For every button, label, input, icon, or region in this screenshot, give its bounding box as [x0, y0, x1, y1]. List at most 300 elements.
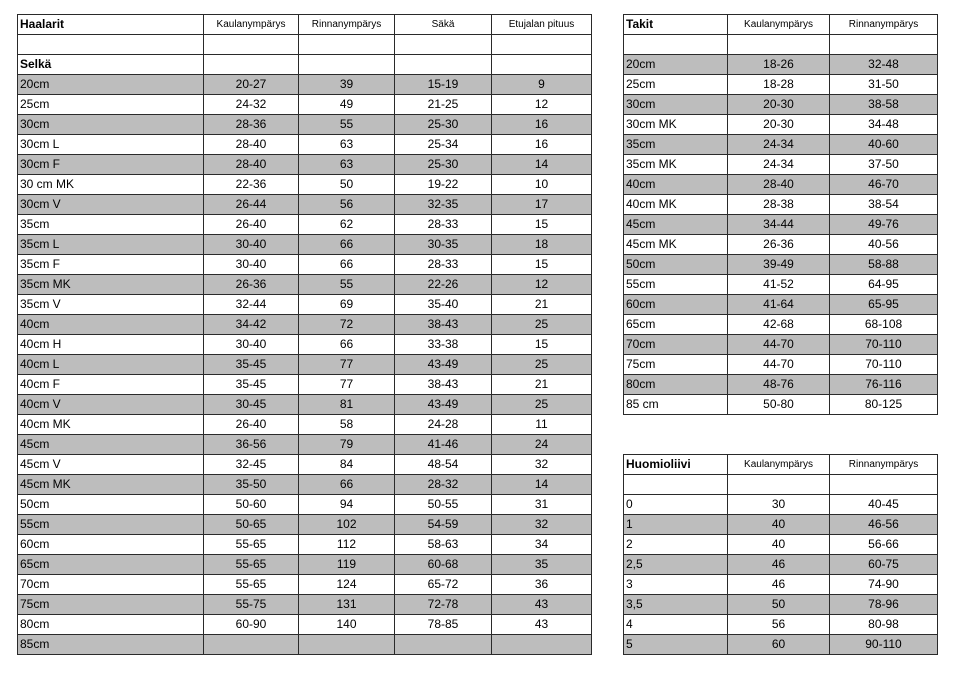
measurement-cell: 39-49 — [728, 255, 830, 275]
size-label-cell: 35cm L — [18, 235, 204, 255]
measurement-cell: 55-65 — [204, 555, 299, 575]
size-label-cell: 80cm — [624, 375, 728, 395]
measurement-cell: 46-70 — [830, 175, 938, 195]
haalarit-row — [18, 635, 592, 655]
takit-row — [624, 75, 938, 95]
size-label-cell: 25cm — [624, 75, 728, 95]
size-label-cell: 40cm V — [18, 395, 204, 415]
huomioliivi-row — [624, 535, 938, 555]
measurement-cell: 58-63 — [395, 535, 492, 555]
takit-row — [624, 175, 938, 195]
size-label-cell: 30cm — [18, 115, 204, 135]
measurement-cell: 54-59 — [395, 515, 492, 535]
measurement-cell: 44-70 — [728, 335, 830, 355]
measurement-cell: 15 — [492, 335, 592, 355]
measurement-cell: 66 — [299, 255, 395, 275]
measurement-cell: 65-72 — [395, 575, 492, 595]
measurement-cell: 55 — [299, 115, 395, 135]
measurement-cell: 56 — [728, 615, 830, 635]
measurement-cell: 21-25 — [395, 95, 492, 115]
size-label-cell: 2,5 — [624, 555, 728, 575]
takit-row — [624, 395, 938, 415]
measurement-cell: 25-30 — [395, 115, 492, 135]
haalarit-title: Haalarit — [18, 15, 204, 35]
measurement-cell — [395, 635, 492, 655]
measurement-cell: 24-28 — [395, 415, 492, 435]
haalarit-row — [18, 75, 592, 95]
measurement-cell: 12 — [492, 275, 592, 295]
measurement-cell: 32-45 — [204, 455, 299, 475]
measurement-cell: 119 — [299, 555, 395, 575]
size-label-cell: 70cm — [18, 575, 204, 595]
measurement-cell: 44-70 — [728, 355, 830, 375]
measurement-cell: 30-35 — [395, 235, 492, 255]
measurement-cell: 40-56 — [830, 235, 938, 255]
measurement-cell: 30-40 — [204, 255, 299, 275]
haalarit-header-row — [18, 15, 592, 35]
measurement-cell: 26-36 — [728, 235, 830, 255]
measurement-cell — [204, 635, 299, 655]
size-label-cell: 45cm V — [18, 455, 204, 475]
measurement-cell: 28-40 — [204, 135, 299, 155]
measurement-cell: 42-68 — [728, 315, 830, 335]
size-label-cell: 40cm — [624, 175, 728, 195]
huomioliivi-row — [624, 555, 938, 575]
size-label-cell: 35cm V — [18, 295, 204, 315]
haalarit-row — [18, 615, 592, 635]
measurement-cell: 35-40 — [395, 295, 492, 315]
section-label-selka: Selkä — [18, 55, 204, 75]
measurement-cell: 56-66 — [830, 535, 938, 555]
measurement-cell: 32 — [492, 515, 592, 535]
measurement-cell: 30-40 — [204, 335, 299, 355]
size-label-cell: 1 — [624, 515, 728, 535]
haalarit-col-rinnanymparys: Rinnanympärys — [299, 15, 395, 35]
measurement-cell — [299, 635, 395, 655]
takit-row — [624, 55, 938, 75]
haalarit-row — [18, 195, 592, 215]
measurement-cell: 36-56 — [204, 435, 299, 455]
takit-row — [624, 95, 938, 115]
measurement-cell: 38-54 — [830, 195, 938, 215]
measurement-cell: 9 — [492, 75, 592, 95]
huomioliivi-row — [624, 575, 938, 595]
size-label-cell: 35cm — [18, 215, 204, 235]
measurement-cell: 38-58 — [830, 95, 938, 115]
takit-row — [624, 115, 938, 135]
measurement-cell: 102 — [299, 515, 395, 535]
measurement-cell: 48-54 — [395, 455, 492, 475]
size-label-cell: 60cm — [624, 295, 728, 315]
takit-row — [624, 235, 938, 255]
measurement-cell: 34-44 — [728, 215, 830, 235]
measurement-cell: 78-85 — [395, 615, 492, 635]
haalarit-row — [18, 255, 592, 275]
measurement-cell: 131 — [299, 595, 395, 615]
haalarit-row — [18, 575, 592, 595]
measurement-cell: 43-49 — [395, 355, 492, 375]
measurement-cell: 24-34 — [728, 135, 830, 155]
measurement-cell: 58-88 — [830, 255, 938, 275]
takit-col-rinnanymparys: Rinnanympärys — [830, 15, 938, 35]
size-label-cell: 3,5 — [624, 595, 728, 615]
measurement-cell: 64-95 — [830, 275, 938, 295]
measurement-cell: 80-125 — [830, 395, 938, 415]
haalarit-row — [18, 235, 592, 255]
size-label-cell: 40cm — [18, 315, 204, 335]
huomioliivi-row — [624, 495, 938, 515]
measurement-cell: 38-43 — [395, 375, 492, 395]
takit-row — [624, 155, 938, 175]
haalarit-row — [18, 375, 592, 395]
measurement-cell: 31-50 — [830, 75, 938, 95]
size-label-cell: 5 — [624, 635, 728, 655]
size-label-cell: 40cm MK — [624, 195, 728, 215]
measurement-cell: 60-68 — [395, 555, 492, 575]
measurement-cell: 39 — [299, 75, 395, 95]
haalarit-row — [18, 115, 592, 135]
measurement-cell: 17 — [492, 195, 592, 215]
size-label-cell: 0 — [624, 495, 728, 515]
measurement-cell: 60-90 — [204, 615, 299, 635]
huomioliivi-row — [624, 595, 938, 615]
size-label-cell: 50cm — [18, 495, 204, 515]
measurement-cell: 25 — [492, 315, 592, 335]
size-label-cell: 85 cm — [624, 395, 728, 415]
size-label-cell: 40cm F — [18, 375, 204, 395]
measurement-cell: 140 — [299, 615, 395, 635]
measurement-cell: 34 — [492, 535, 592, 555]
haalarit-row — [18, 555, 592, 575]
measurement-cell: 26-36 — [204, 275, 299, 295]
haalarit-size-table — [17, 14, 592, 655]
measurement-cell: 22-26 — [395, 275, 492, 295]
measurement-cell: 69 — [299, 295, 395, 315]
measurement-cell: 56 — [299, 195, 395, 215]
size-label-cell: 30cm L — [18, 135, 204, 155]
size-label-cell: 30cm — [624, 95, 728, 115]
measurement-cell: 16 — [492, 115, 592, 135]
takit-row — [624, 315, 938, 335]
haalarit-row — [18, 155, 592, 175]
measurement-cell: 80-98 — [830, 615, 938, 635]
huomioliivi-col-kaulanymparys: Kaulanympärys — [728, 455, 830, 475]
measurement-cell: 24 — [492, 435, 592, 455]
size-label-cell: 25cm — [18, 95, 204, 115]
measurement-cell: 65-95 — [830, 295, 938, 315]
measurement-cell: 84 — [299, 455, 395, 475]
measurement-cell: 94 — [299, 495, 395, 515]
measurement-cell: 20-30 — [728, 95, 830, 115]
haalarit-row — [18, 395, 592, 415]
measurement-cell: 14 — [492, 475, 592, 495]
measurement-cell: 26-40 — [204, 415, 299, 435]
measurement-cell: 25 — [492, 355, 592, 375]
measurement-cell: 32-35 — [395, 195, 492, 215]
size-label-cell: 40cm H — [18, 335, 204, 355]
size-label-cell: 80cm — [18, 615, 204, 635]
measurement-cell: 66 — [299, 335, 395, 355]
takit-header-row — [624, 15, 938, 35]
size-label-cell: 45cm MK — [624, 235, 728, 255]
measurement-cell: 31 — [492, 495, 592, 515]
measurement-cell: 10 — [492, 175, 592, 195]
measurement-cell: 40-45 — [830, 495, 938, 515]
huomioliivi-size-table — [623, 454, 938, 655]
haalarit-row — [18, 135, 592, 155]
size-label-cell: 30cm V — [18, 195, 204, 215]
haalarit-row — [18, 355, 592, 375]
measurement-cell: 60-75 — [830, 555, 938, 575]
haalarit-row — [18, 295, 592, 315]
measurement-cell: 16 — [492, 135, 592, 155]
measurement-cell: 34-42 — [204, 315, 299, 335]
measurement-cell: 24-34 — [728, 155, 830, 175]
haalarit-col-kaulanymparys: Kaulanympärys — [204, 15, 299, 35]
takit-title: Takit — [624, 15, 728, 35]
measurement-cell: 66 — [299, 235, 395, 255]
measurement-cell: 68-108 — [830, 315, 938, 335]
measurement-cell: 63 — [299, 155, 395, 175]
size-label-cell: 45cm MK — [18, 475, 204, 495]
measurement-cell: 19-22 — [395, 175, 492, 195]
measurement-cell: 62 — [299, 215, 395, 235]
measurement-cell: 22-36 — [204, 175, 299, 195]
measurement-cell: 72-78 — [395, 595, 492, 615]
measurement-cell: 55-65 — [204, 575, 299, 595]
measurement-cell: 112 — [299, 535, 395, 555]
measurement-cell: 76-116 — [830, 375, 938, 395]
measurement-cell: 30-40 — [204, 235, 299, 255]
measurement-cell: 18 — [492, 235, 592, 255]
measurement-cell: 41-64 — [728, 295, 830, 315]
measurement-cell: 25-30 — [395, 155, 492, 175]
measurement-cell: 49 — [299, 95, 395, 115]
measurement-cell: 50-55 — [395, 495, 492, 515]
size-label-cell: 40cm MK — [18, 415, 204, 435]
takit-row — [624, 275, 938, 295]
measurement-cell: 15-19 — [395, 75, 492, 95]
measurement-cell: 40 — [728, 515, 830, 535]
size-label-cell: 55cm — [624, 275, 728, 295]
measurement-cell: 28-33 — [395, 255, 492, 275]
measurement-cell: 32 — [492, 455, 592, 475]
measurement-cell: 38-43 — [395, 315, 492, 335]
measurement-cell: 34-48 — [830, 115, 938, 135]
size-label-cell: 70cm — [624, 335, 728, 355]
measurement-cell: 74-90 — [830, 575, 938, 595]
haalarit-row — [18, 175, 592, 195]
size-label-cell: 45cm — [624, 215, 728, 235]
measurement-cell: 55 — [299, 275, 395, 295]
haalarit-row — [18, 435, 592, 455]
measurement-cell: 79 — [299, 435, 395, 455]
measurement-cell: 28-40 — [728, 175, 830, 195]
size-label-cell: 40cm L — [18, 355, 204, 375]
measurement-cell: 124 — [299, 575, 395, 595]
size-label-cell: 20cm — [18, 75, 204, 95]
size-label-cell: 45cm — [18, 435, 204, 455]
size-label-cell: 60cm — [18, 535, 204, 555]
measurement-cell: 32-48 — [830, 55, 938, 75]
huomioliivi-title: Huomioliivi — [624, 455, 728, 475]
measurement-cell: 66 — [299, 475, 395, 495]
measurement-cell: 11 — [492, 415, 592, 435]
measurement-cell: 40 — [728, 535, 830, 555]
measurement-cell: 50-60 — [204, 495, 299, 515]
takit-row — [624, 335, 938, 355]
measurement-cell: 81 — [299, 395, 395, 415]
measurement-cell: 43 — [492, 615, 592, 635]
measurement-cell: 90-110 — [830, 635, 938, 655]
size-label-cell: 3 — [624, 575, 728, 595]
size-label-cell: 30cm F — [18, 155, 204, 175]
measurement-cell: 37-50 — [830, 155, 938, 175]
measurement-cell: 58 — [299, 415, 395, 435]
measurement-cell: 25-34 — [395, 135, 492, 155]
size-label-cell: 55cm — [18, 515, 204, 535]
measurement-cell: 21 — [492, 295, 592, 315]
measurement-cell: 26-44 — [204, 195, 299, 215]
measurement-cell: 55-75 — [204, 595, 299, 615]
haalarit-row — [18, 275, 592, 295]
size-label-cell: 35cm MK — [18, 275, 204, 295]
measurement-cell: 20-30 — [728, 115, 830, 135]
measurement-cell: 21 — [492, 375, 592, 395]
measurement-cell: 49-76 — [830, 215, 938, 235]
takit-row — [624, 135, 938, 155]
size-label-cell: 65cm — [18, 555, 204, 575]
measurement-cell: 14 — [492, 155, 592, 175]
measurement-cell — [492, 635, 592, 655]
measurement-cell: 28-40 — [204, 155, 299, 175]
measurement-cell: 12 — [492, 95, 592, 115]
size-label-cell: 4 — [624, 615, 728, 635]
measurement-cell: 41-52 — [728, 275, 830, 295]
measurement-cell: 35-50 — [204, 475, 299, 495]
measurement-cell: 43-49 — [395, 395, 492, 415]
haalarit-row — [18, 535, 592, 555]
measurement-cell: 28-36 — [204, 115, 299, 135]
takit-row — [624, 195, 938, 215]
measurement-cell: 30 — [728, 495, 830, 515]
measurement-cell: 46-56 — [830, 515, 938, 535]
measurement-cell: 41-46 — [395, 435, 492, 455]
measurement-cell: 46 — [728, 555, 830, 575]
size-label-cell: 65cm — [624, 315, 728, 335]
measurement-cell: 77 — [299, 375, 395, 395]
size-label-cell: 35cm MK — [624, 155, 728, 175]
haalarit-col-etujalan-pituus: Etujalan pituus — [492, 15, 592, 35]
measurement-cell: 26-40 — [204, 215, 299, 235]
measurement-cell: 60 — [728, 635, 830, 655]
size-label-cell: 20cm — [624, 55, 728, 75]
measurement-cell: 28-32 — [395, 475, 492, 495]
measurement-cell: 40-60 — [830, 135, 938, 155]
size-label-cell: 50cm — [624, 255, 728, 275]
huomioliivi-row — [624, 615, 938, 635]
size-label-cell: 30cm MK — [624, 115, 728, 135]
spacer-row — [624, 35, 938, 55]
takit-row — [624, 295, 938, 315]
huomioliivi-row — [624, 515, 938, 535]
measurement-cell: 46 — [728, 575, 830, 595]
measurement-cell: 24-32 — [204, 95, 299, 115]
spacer-row — [624, 475, 938, 495]
haalarit-col-saka: Säkä — [395, 15, 492, 35]
measurement-cell: 36 — [492, 575, 592, 595]
measurement-cell: 55-65 — [204, 535, 299, 555]
size-label-cell: 75cm — [624, 355, 728, 375]
measurement-cell: 20-27 — [204, 75, 299, 95]
haalarit-row — [18, 495, 592, 515]
measurement-cell: 50 — [299, 175, 395, 195]
takit-row — [624, 375, 938, 395]
measurement-cell: 48-76 — [728, 375, 830, 395]
haalarit-row — [18, 215, 592, 235]
haalarit-row — [18, 455, 592, 475]
haalarit-row — [18, 415, 592, 435]
size-label-cell: 2 — [624, 535, 728, 555]
takit-row — [624, 255, 938, 275]
haalarit-row — [18, 315, 592, 335]
size-label-cell: 30 cm MK — [18, 175, 204, 195]
size-label-cell: 35cm — [624, 135, 728, 155]
measurement-cell: 50 — [728, 595, 830, 615]
haalarit-row — [18, 595, 592, 615]
haalarit-row — [18, 95, 592, 115]
measurement-cell: 50-65 — [204, 515, 299, 535]
measurement-cell: 35-45 — [204, 355, 299, 375]
takit-row — [624, 355, 938, 375]
measurement-cell: 77 — [299, 355, 395, 375]
measurement-cell: 43 — [492, 595, 592, 615]
huomioliivi-row — [624, 635, 938, 655]
measurement-cell: 70-110 — [830, 335, 938, 355]
haalarit-row — [18, 515, 592, 535]
haalarit-row — [18, 335, 592, 355]
measurement-cell: 35 — [492, 555, 592, 575]
measurement-cell: 32-44 — [204, 295, 299, 315]
measurement-cell: 50-80 — [728, 395, 830, 415]
takit-col-kaulanymparys: Kaulanympärys — [728, 15, 830, 35]
measurement-cell: 63 — [299, 135, 395, 155]
measurement-cell: 28-38 — [728, 195, 830, 215]
measurement-cell: 30-45 — [204, 395, 299, 415]
huomioliivi-col-rinnanymparys: Rinnanympärys — [830, 455, 938, 475]
size-label-cell: 75cm — [18, 595, 204, 615]
measurement-cell: 70-110 — [830, 355, 938, 375]
takit-size-table — [623, 14, 938, 415]
measurement-cell: 18-28 — [728, 75, 830, 95]
haalarit-row — [18, 475, 592, 495]
measurement-cell: 72 — [299, 315, 395, 335]
measurement-cell: 18-26 — [728, 55, 830, 75]
measurement-cell: 35-45 — [204, 375, 299, 395]
measurement-cell: 28-33 — [395, 215, 492, 235]
spacer-row — [18, 35, 592, 55]
size-label-cell: 85cm — [18, 635, 204, 655]
size-label-cell: 35cm F — [18, 255, 204, 275]
measurement-cell: 15 — [492, 215, 592, 235]
huomioliivi-header-row — [624, 455, 938, 475]
measurement-cell: 25 — [492, 395, 592, 415]
measurement-cell: 33-38 — [395, 335, 492, 355]
measurement-cell: 78-96 — [830, 595, 938, 615]
takit-row — [624, 215, 938, 235]
section-row — [18, 55, 592, 75]
measurement-cell: 15 — [492, 255, 592, 275]
